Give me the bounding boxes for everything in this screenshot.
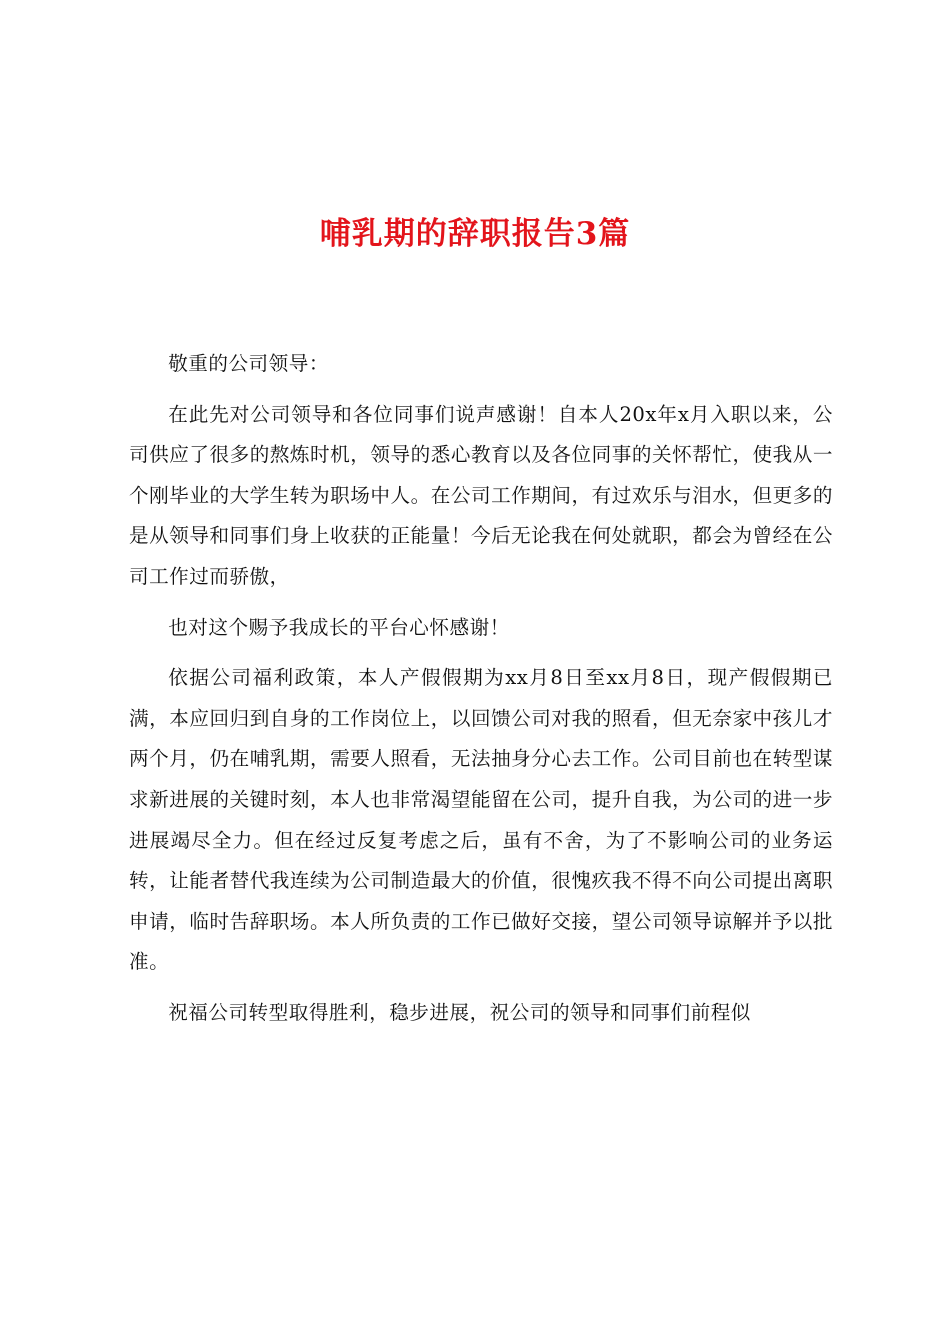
document-title: 哺乳期的辞职报告3篇 (319, 216, 631, 252)
paragraph-reason: 依据公司福利政策，本人产假假期为xx月8日至xx月8日，现产假假期已满，本应回归到自身的工作岗位上，以回馈公司对我的照看，但无奈家中孩儿才两个月，仍在哺乳期，需要人照看，无法抽身分心去工作。公司目前也在转型谋求新进展的关键时刻，本人也非常渴望能留在公司，提升自我，为公司的进一步进展竭尽全力。但在经过反复考虑之后，虽有不舍，为了不影响公司的业务运转，让能者替代我连续为公司制造最大的价值，很愧疚我不得不向公司提出离职申请，临时告辞职场。本人所负责的工作已做好交接，望公司领导谅解并予以批准。 (129, 666, 833, 974)
paragraph-gratitude: 也对这个赐予我成长的平台心怀感谢！ (168, 615, 510, 639)
paragraph-blessing: 祝福公司转型取得胜利，稳步进展，祝公司的领导和同事们前程似 (168, 1000, 751, 1024)
salutation: 敬重的公司领导： (168, 352, 329, 375)
document-body (129, 344, 833, 1044)
paragraph-thanks: 在此先对公司领导和各位同事们说声感谢！自本人20x年x月入职以来，公司供应了很多的熬炼时机，领导的悉心教育以及各位同事的关怀帮忙，使我从一个刚毕业的大学生转为职场中人。在公司工作期间，有过欢乐与泪水，但更多的是从领导和同事们身上收获的正能量！今后无论我在何处就职，都会为曾经在公司工作过而骄傲， (129, 402, 833, 588)
